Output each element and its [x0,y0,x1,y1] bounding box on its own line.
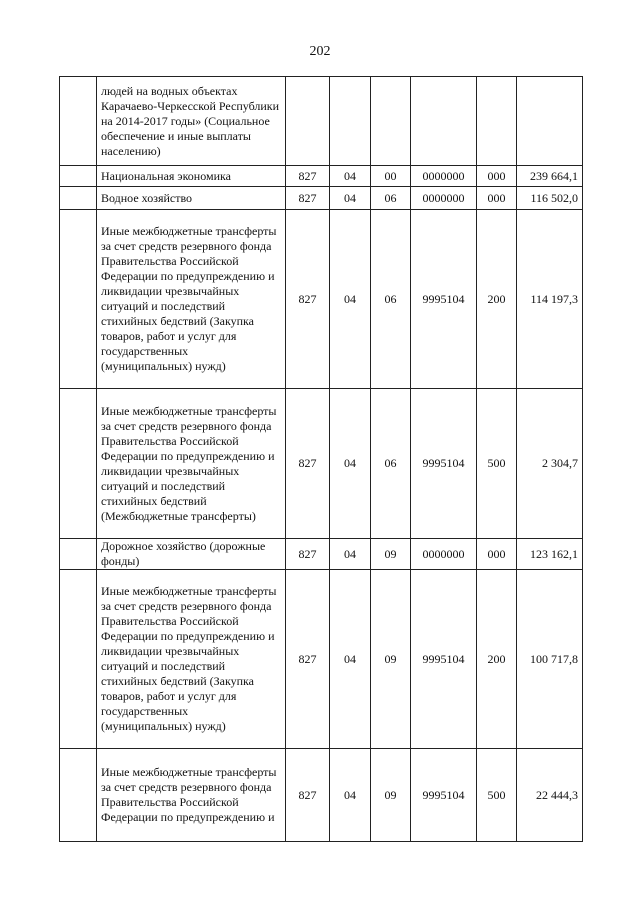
row-name: Иные межбюджетные трансферты за счет средств резервного фонда Правительства Российской Федерации по предупреждению и ликвидации чрезвычайных ситуаций и последствий стихийных бедствий (Межбюджетные трансферты) [97,389,286,539]
table-row [60,187,583,210]
table-row [60,749,583,842]
table-row [60,77,583,166]
empty-cell [60,210,97,389]
table-row [60,166,583,187]
ministry-code: 827 [286,570,330,749]
target-code [411,77,477,166]
target-code: 9995104 [411,749,477,842]
ministry-code [286,77,330,166]
ministry-code: 827 [286,539,330,570]
section-code: 04 [330,570,371,749]
amount: 123 162,1 [517,539,583,570]
table-row [60,389,583,539]
amount: 239 664,1 [517,166,583,187]
table-row [60,539,583,570]
amount [517,77,583,166]
subsection-code: 09 [371,570,411,749]
page-number: 202 [309,44,331,59]
empty-cell [60,570,97,749]
subsection-code: 09 [371,539,411,570]
expense-type-code: 000 [477,166,517,187]
expense-type-code: 200 [477,210,517,389]
subsection-code: 00 [371,166,411,187]
ministry-code: 827 [286,389,330,539]
expense-type-code: 200 [477,570,517,749]
budget-table [59,76,583,842]
amount: 2 304,7 [517,389,583,539]
ministry-code: 827 [286,187,330,210]
empty-cell [60,166,97,187]
row-name: Иные межбюджетные трансферты за счет средств резервного фонда Правительства Российской Федерации по предупреждению и ликвидации чрезвычайных ситуаций и последствий стихийных бедствий (Закупка товаров, работ и услуг для государственных (муниципальных) нужд) [97,570,286,749]
ministry-code: 827 [286,210,330,389]
section-code: 04 [330,210,371,389]
expense-type-code: 500 [477,389,517,539]
row-name: Иные межбюджетные трансферты за счет средств резервного фонда Правительства Российской Федерации по предупреждению и ликвидации чрезвычайных ситуаций и последствий стихийных бедствий (Закупка товаров, работ и услуг для государственных (муниципальных) нужд) [97,210,286,389]
subsection-code [371,77,411,166]
section-code: 04 [330,749,371,842]
target-code: 9995104 [411,570,477,749]
section-code: 04 [330,539,371,570]
section-code: 04 [330,166,371,187]
expense-type-code: 500 [477,749,517,842]
expense-type-code [477,77,517,166]
expense-type-code: 000 [477,539,517,570]
empty-cell [60,77,97,166]
row-name: людей на водных объектах Карачаево-Черкесской Республики на 2014-2017 годы» (Социальное обеспечение и иные выплаты населению) [97,77,286,166]
row-name: Национальная экономика [97,166,286,187]
ministry-code: 827 [286,166,330,187]
amount: 100 717,8 [517,570,583,749]
section-code: 04 [330,389,371,539]
row-name: Дорожное хозяйство (дорожные фонды) [97,539,286,570]
row-name: Иные межбюджетные трансферты за счет средств резервного фонда Правительства Российской Федерации по предупреждению и [97,749,286,842]
table-row [60,210,583,389]
section-code: 04 [330,187,371,210]
subsection-code: 06 [371,389,411,539]
target-code: 0000000 [411,539,477,570]
subsection-code: 06 [371,187,411,210]
target-code: 0000000 [411,187,477,210]
target-code: 9995104 [411,210,477,389]
empty-cell [60,749,97,842]
row-name: Водное хозяйство [97,187,286,210]
target-code: 9995104 [411,389,477,539]
amount: 22 444,3 [517,749,583,842]
subsection-code: 06 [371,210,411,389]
amount: 114 197,3 [517,210,583,389]
empty-cell [60,389,97,539]
amount: 116 502,0 [517,187,583,210]
table-row [60,570,583,749]
empty-cell [60,539,97,570]
target-code: 0000000 [411,166,477,187]
subsection-code: 09 [371,749,411,842]
ministry-code: 827 [286,749,330,842]
expense-type-code: 000 [477,187,517,210]
section-code [330,77,371,166]
empty-cell [60,187,97,210]
